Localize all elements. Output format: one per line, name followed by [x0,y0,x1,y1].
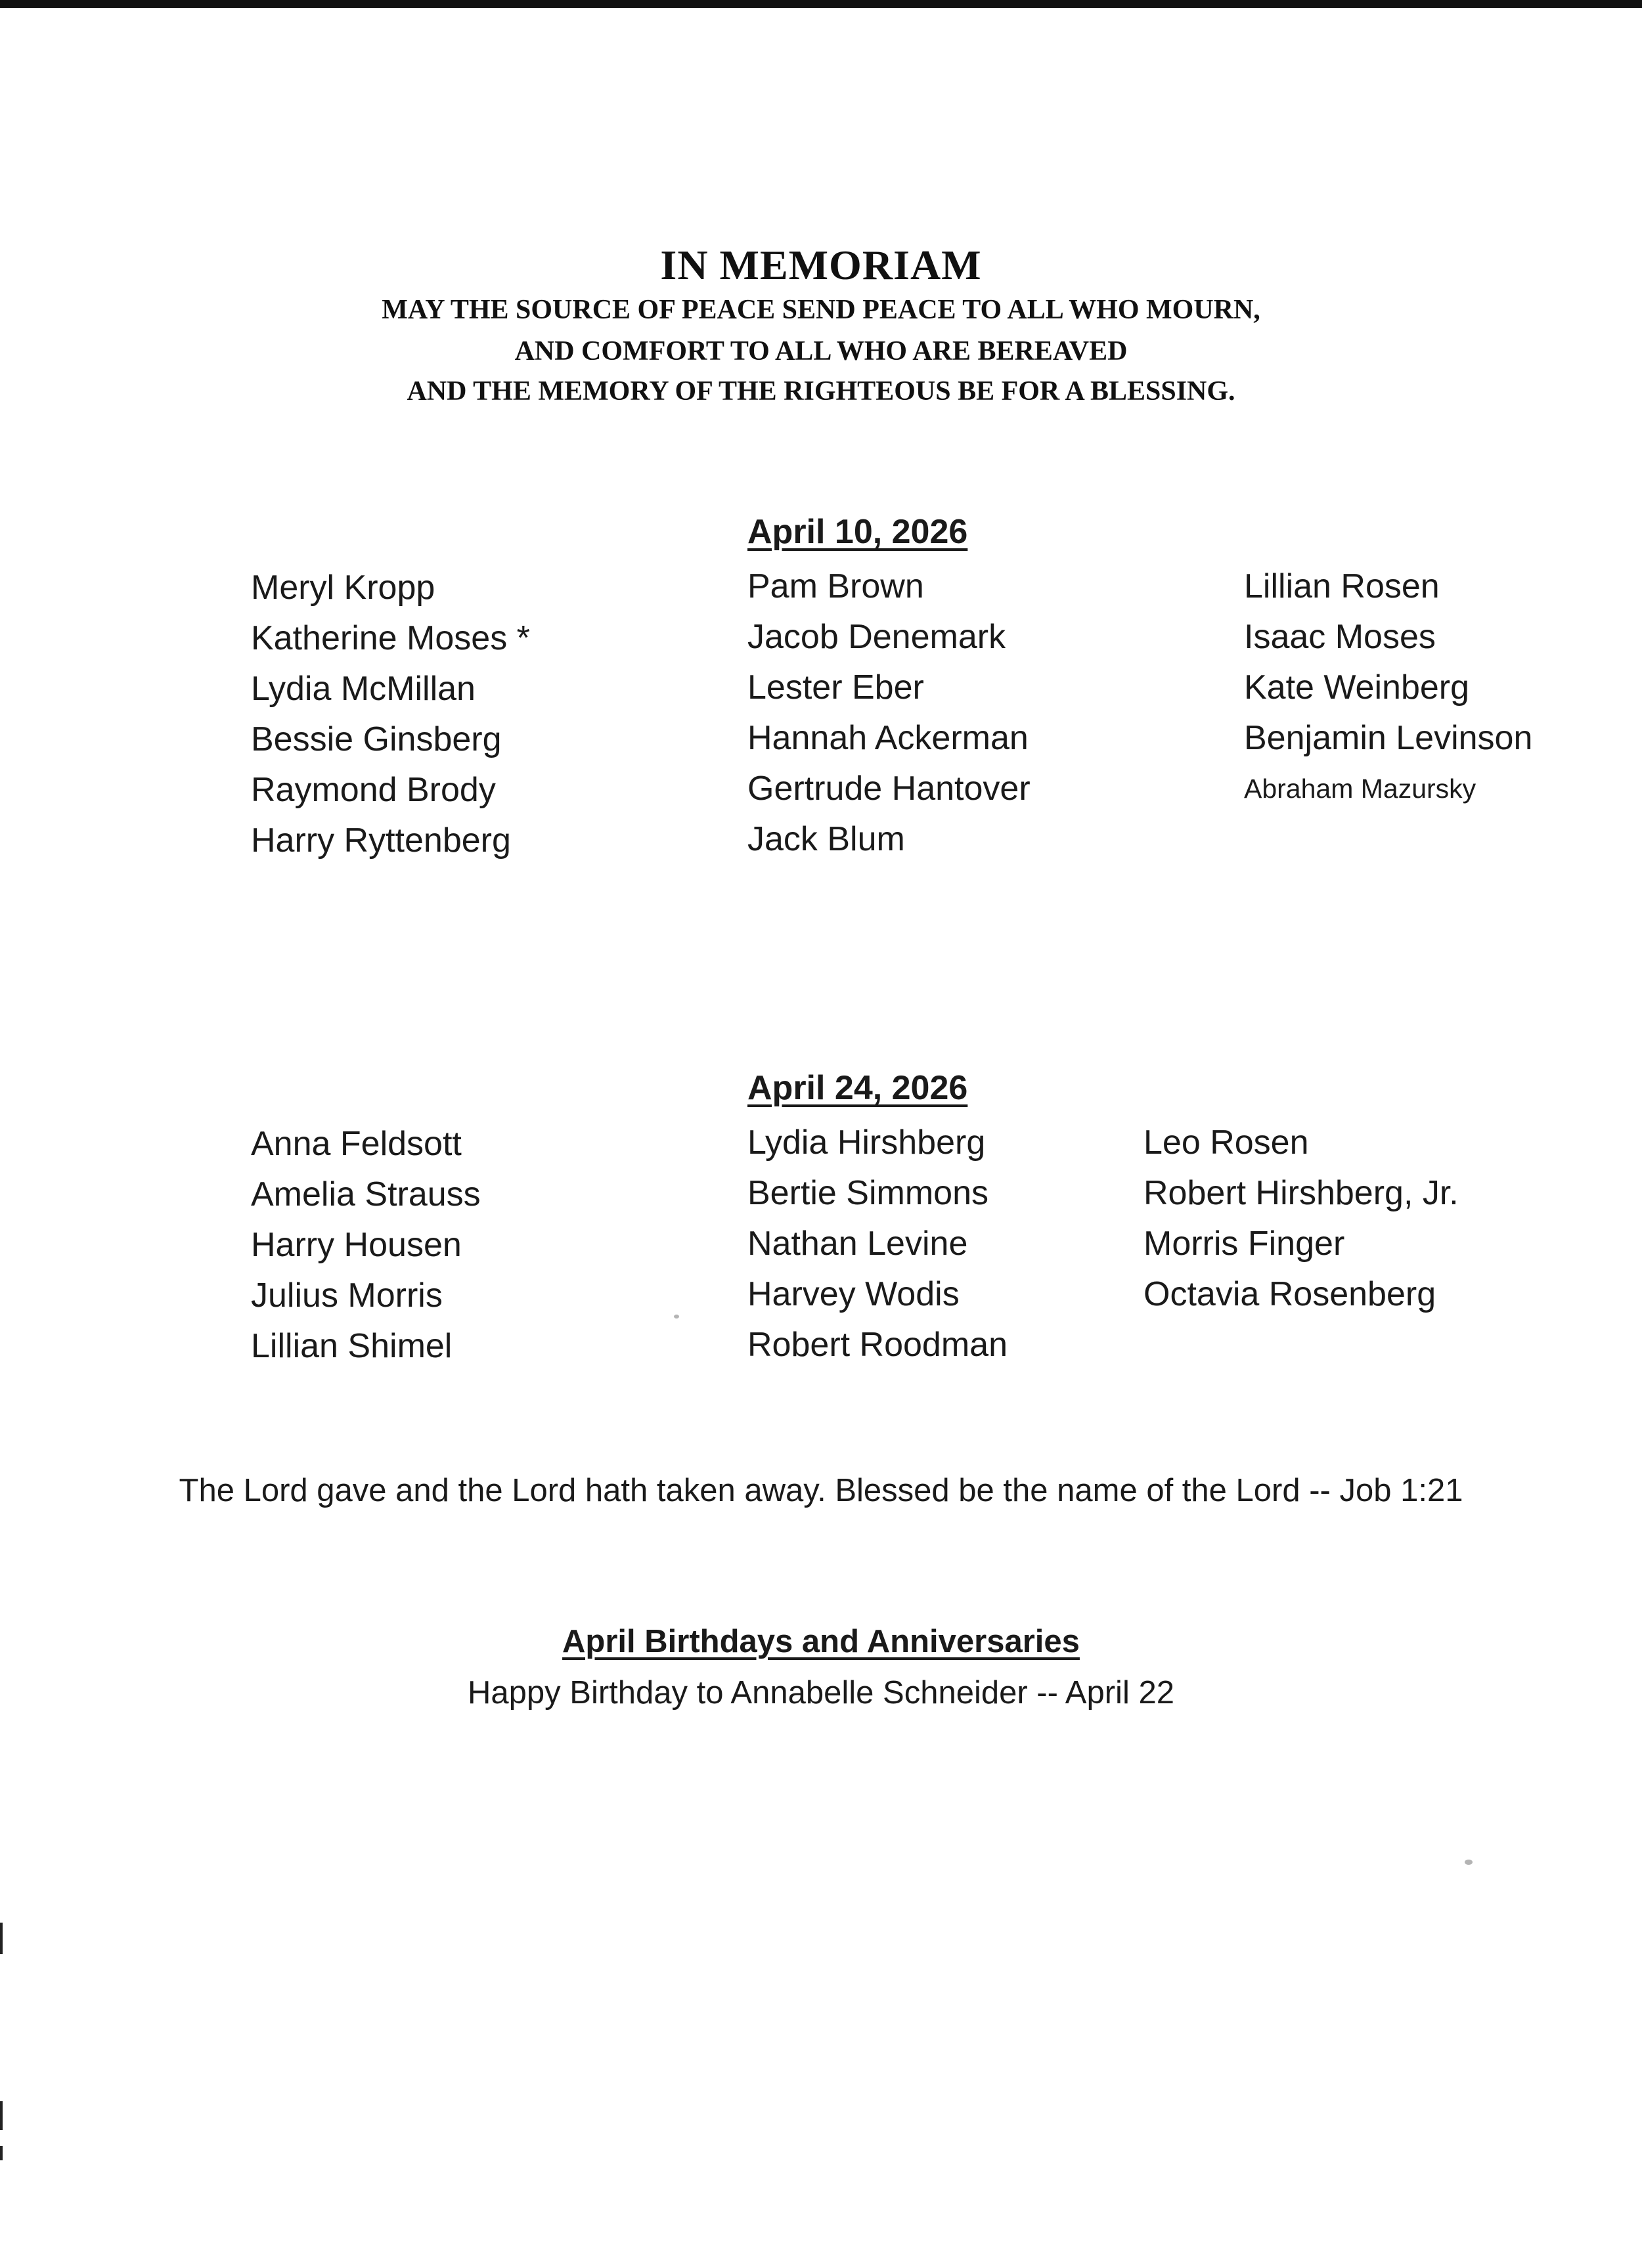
scan-mark [0,2146,3,2160]
memorial-name: Benjamin Levinson [1244,719,1533,757]
memorial-name: Morris Finger [1143,1225,1345,1263]
memorial-name: Jack Blum [747,820,905,858]
scripture-quote: The Lord gave and the Lord hath taken away. Blessed be the name of the Lord -- Job 1:21 [179,1473,1463,1508]
memorial-name: Raymond Brody [251,771,496,809]
memorial-name: Katherine Moses * [251,619,530,657]
memorial-name: Kate Weinberg [1244,668,1470,707]
names-column-3 [1244,561,1532,814]
memorial-name: Gertrude Hantover [747,770,1031,808]
memorial-name: Lillian Shimel [251,1327,453,1365]
memorial-name: Hannah Ackerman [747,719,1029,757]
memorial-name: Robert Roodman [747,1326,1008,1364]
names-column-3 [1143,1118,1459,1320]
memorial-name: Nathan Levine [747,1225,968,1263]
memorial-name: Meryl Kropp [251,569,435,607]
memorial-name: Lester Eber [747,668,924,707]
memorial-name: Robert Hirshberg, Jr. [1143,1174,1459,1212]
memorial-name: Jacob Denemark [747,618,1006,656]
memorial-name: Amelia Strauss [251,1175,481,1213]
subtitle-line-2: AND COMFORT TO ALL WHO ARE BEREAVED [514,336,1128,366]
memorial-name: Leo Rosen [1143,1123,1309,1162]
scan-speck [674,1315,679,1319]
memorial-name: Harry Ryttenberg [251,821,511,860]
memorial-name: Bessie Ginsberg [251,720,502,758]
memorial-name: Pam Brown [747,567,924,605]
subtitle-line-1: MAY THE SOURCE OF PEACE SEND PEACE TO ALL WHO MOURN, [382,295,1260,325]
memorial-name: Lydia Hirshberg [747,1123,986,1162]
names-column-2 [747,1118,1008,1370]
page-title: IN MEMORIAM [660,242,982,288]
memorial-name: Anna Feldsott [251,1125,462,1163]
memorial-name: Lydia McMillan [251,670,476,708]
memorial-name: Lillian Rosen [1244,567,1440,605]
names-column-1 [251,1119,481,1372]
memorial-name: Harry Housen [251,1226,462,1264]
memorial-name: Isaac Moses [1244,618,1436,656]
scan-mark [0,2101,3,2130]
names-column-1 [251,563,530,866]
memorial-name: Julius Morris [251,1276,443,1315]
subtitle-line-3: AND THE MEMORY OF THE RIGHTEOUS BE FOR A BLESSING. [407,376,1235,406]
section-date-april-24: April 24, 2026 [747,1069,968,1107]
memorial-name: Harvey Wodis [747,1275,960,1313]
scan-speck [1465,1860,1473,1865]
scan-mark [0,1923,3,1954]
memorial-name: Octavia Rosenberg [1143,1275,1436,1313]
birthday-entry: Happy Birthday to Annabelle Schneider -- April 22 [468,1675,1174,1711]
section-date-april-10: April 10, 2026 [747,513,968,551]
memorial-name: Bertie Simmons [747,1174,988,1212]
scan-top-edge [0,0,1642,8]
names-column-2 [747,561,1031,865]
birthdays-heading: April Birthdays and Anniversaries [562,1624,1080,1659]
memorial-name: Abraham Mazursky [1244,774,1476,804]
